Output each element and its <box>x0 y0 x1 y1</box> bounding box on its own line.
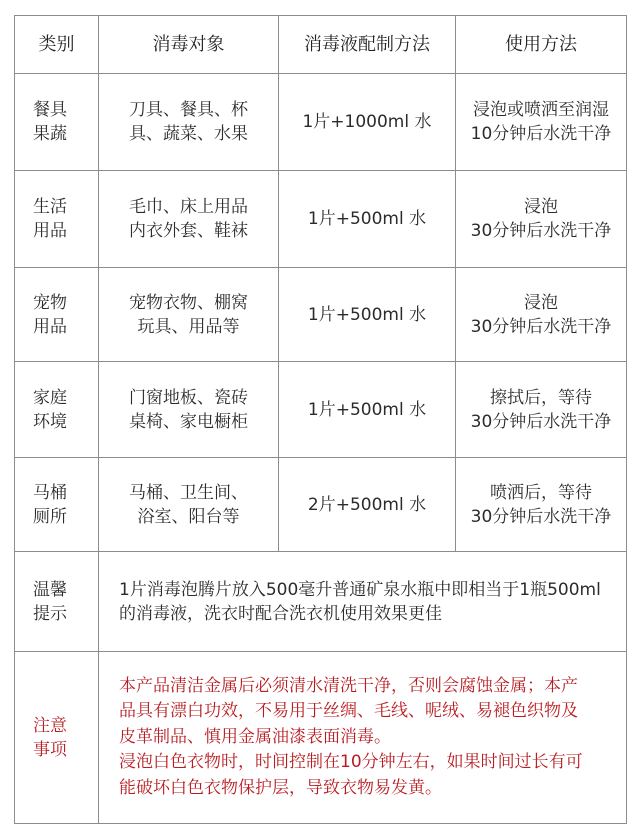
row-usage: 浸泡或喷洒至润湿 10分钟后水洗干净 <box>456 74 627 171</box>
warning-label: 注意 事项 <box>15 652 99 824</box>
disinfection-guide <box>14 15 626 824</box>
header-ratio: 消毒液配制方法 <box>279 16 456 74</box>
row-ratio: 2片+500ml 水 <box>279 458 456 552</box>
row-ratio: 1片+500ml 水 <box>279 362 456 458</box>
table-row <box>15 362 627 458</box>
row-usage: 浸泡 30分钟后水洗干净 <box>456 171 627 268</box>
row-category: 餐具 果蔬 <box>15 74 99 171</box>
row-ratio: 1片+500ml 水 <box>279 171 456 268</box>
header-objects: 消毒对象 <box>99 16 279 74</box>
row-category: 宠物 用品 <box>15 268 99 362</box>
row-usage: 浸泡 30分钟后水洗干净 <box>456 268 627 362</box>
tip-text: 1片消毒泡腾片放入500毫升普通矿泉水瓶中即相当于1瓶500ml 的消毒液，洗衣时配合洗衣机使用效果更佳 <box>99 552 627 652</box>
row-category: 生活 用品 <box>15 171 99 268</box>
row-usage: 擦拭后，等待 30分钟后水洗干净 <box>456 362 627 458</box>
header-category: 类别 <box>15 16 99 74</box>
row-objects: 门窗地板、瓷砖 桌椅、家电橱柜 <box>99 362 279 458</box>
row-category: 家庭 环境 <box>15 362 99 458</box>
table-row <box>15 458 627 552</box>
row-objects: 宠物衣物、棚窝 玩具、用品等 <box>99 268 279 362</box>
tip-row <box>15 552 627 652</box>
disinfection-table <box>14 15 627 824</box>
table-row <box>15 171 627 268</box>
table-row <box>15 268 627 362</box>
header-usage: 使用方法 <box>456 16 627 74</box>
tip-label: 温馨 提示 <box>15 552 99 652</box>
table-header-row <box>15 16 627 74</box>
row-ratio: 1片+500ml 水 <box>279 268 456 362</box>
row-ratio: 1片+1000ml 水 <box>279 74 456 171</box>
row-objects: 刀具、餐具、杯 具、蔬菜、水果 <box>99 74 279 171</box>
row-objects: 马桶、卫生间、 浴室、阳台等 <box>99 458 279 552</box>
row-objects: 毛巾、床上用品 内衣外套、鞋袜 <box>99 171 279 268</box>
table-row <box>15 74 627 171</box>
row-category: 马桶 厕所 <box>15 458 99 552</box>
warning-text: 本产品清洁金属后必须清水清洗干净，否则会腐蚀金属；本产 品具有漂白功效，不易用于丝绸、毛线、呢绒、易褪色织物及 皮革制品、慎用金属油漆表面消毒。 浸泡白色衣物时，时间控制在10分钟左右，如果时间过长有可 能破坏白色衣物保护层，导致衣物易发黄。 <box>99 652 627 824</box>
warning-row <box>15 652 627 824</box>
row-usage: 喷洒后，等待 30分钟后水洗干净 <box>456 458 627 552</box>
